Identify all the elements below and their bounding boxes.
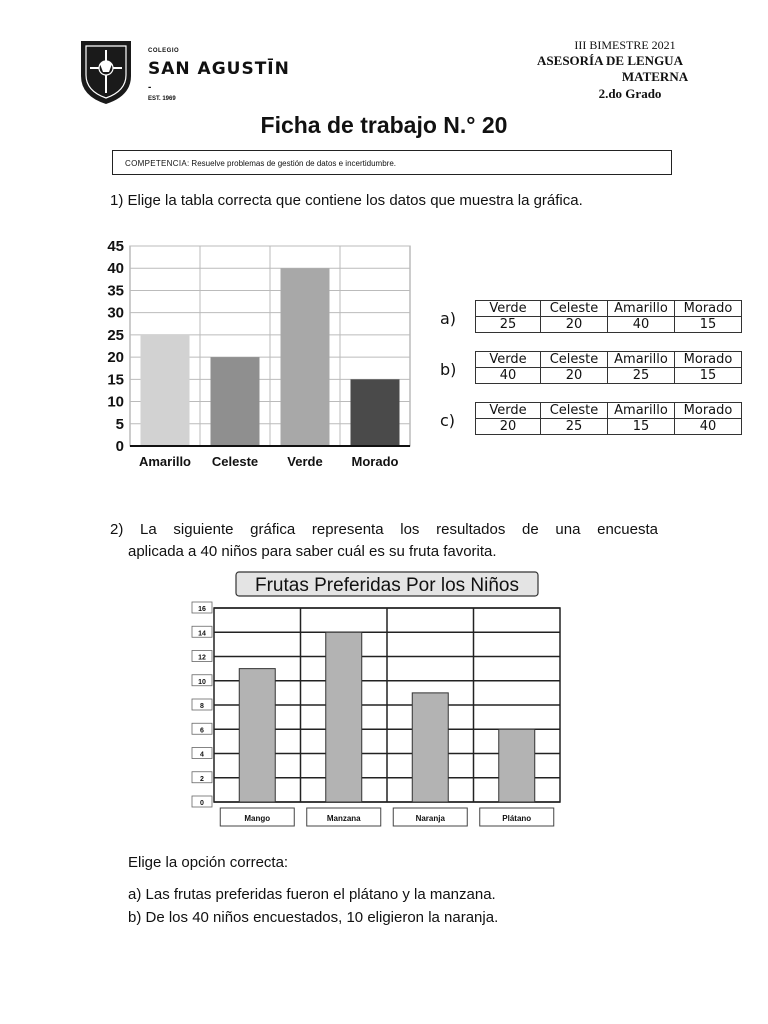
choose-prompt: Elige la opción correcta: bbox=[128, 854, 289, 871]
table-header-cell: Morado bbox=[675, 352, 742, 368]
colors-bar-chart bbox=[92, 236, 422, 476]
y-tick-label: 35 bbox=[107, 282, 124, 300]
y-tick-label: 0 bbox=[115, 438, 124, 455]
bar bbox=[412, 693, 448, 802]
chart-title: Frutas Preferidas Por los Niños bbox=[255, 575, 519, 596]
table-header-cell: Morado bbox=[675, 301, 742, 317]
table-cell: 25 bbox=[476, 317, 541, 333]
question-1-text: 1) Elige la tabla correcta que contiene los datos que muestra la gráfica. bbox=[110, 192, 583, 209]
competencia-label: COMPETENCIA bbox=[125, 159, 187, 168]
table-cell: 40 bbox=[608, 317, 675, 333]
table-header-cell: Amarillo bbox=[608, 352, 675, 368]
table-header-cell: Celeste bbox=[541, 352, 608, 368]
question-2-line-1: 2) La siguiente gráfica representa los resultados de una encuesta bbox=[110, 521, 658, 538]
x-tick-label: Morado bbox=[351, 454, 399, 469]
school-crest-logo bbox=[78, 38, 134, 106]
table-cell: 20 bbox=[476, 419, 541, 435]
school-established: EST. 1969 bbox=[148, 96, 176, 102]
table-cell: 15 bbox=[675, 317, 742, 333]
x-tick-label: Manzana bbox=[326, 814, 361, 823]
y-tick-label: 5 bbox=[115, 415, 124, 433]
y-tick-label: 10 bbox=[198, 678, 206, 686]
table-cell: 15 bbox=[675, 368, 742, 384]
table-cell: 40 bbox=[675, 419, 742, 435]
y-tick-label: 45 bbox=[107, 238, 124, 255]
y-tick-label: 30 bbox=[107, 304, 124, 322]
y-tick-label: 4 bbox=[200, 751, 204, 759]
bar bbox=[351, 379, 400, 446]
option-a-label: a) bbox=[440, 309, 457, 328]
table-header-cell: Verde bbox=[476, 403, 541, 419]
y-tick-label: 14 bbox=[198, 630, 206, 638]
y-tick-label: 20 bbox=[107, 349, 124, 367]
table-header-cell: Morado bbox=[675, 403, 742, 419]
x-tick-label: Amarillo bbox=[138, 454, 192, 469]
option-c-label: c) bbox=[440, 411, 456, 430]
table-row bbox=[476, 368, 742, 384]
x-tick-label: Plátano bbox=[502, 814, 532, 823]
table-header-row bbox=[476, 301, 742, 317]
option-a-table bbox=[475, 300, 742, 333]
y-tick-label: 8 bbox=[200, 703, 204, 710]
table-header-cell: Amarillo bbox=[608, 301, 675, 317]
table-cell: 25 bbox=[541, 419, 608, 435]
table-cell: 20 bbox=[541, 317, 608, 333]
x-tick-label: Mango bbox=[244, 814, 271, 823]
y-tick-label: 0 bbox=[200, 800, 204, 807]
bar bbox=[141, 335, 190, 446]
y-tick-label: 15 bbox=[107, 371, 124, 389]
x-tick-label: Naranja bbox=[415, 814, 445, 823]
bar bbox=[239, 669, 275, 802]
table-cell: 25 bbox=[608, 368, 675, 384]
table-header-cell: Celeste bbox=[541, 301, 608, 317]
y-tick-label: 16 bbox=[198, 606, 206, 613]
table-cell: 20 bbox=[541, 368, 608, 384]
table-cell: 15 bbox=[608, 419, 675, 435]
y-tick-label: 40 bbox=[107, 260, 124, 278]
school-dash: - bbox=[148, 82, 152, 93]
bar bbox=[211, 357, 260, 446]
area-line-2: MATERNA bbox=[621, 69, 689, 84]
bar bbox=[326, 632, 362, 802]
y-tick-label: 6 bbox=[200, 727, 204, 735]
y-tick-label: 25 bbox=[107, 326, 124, 344]
table-row bbox=[476, 317, 742, 333]
competencia-box bbox=[112, 150, 672, 175]
table-cell: 40 bbox=[476, 368, 541, 384]
table-header-cell: Celeste bbox=[541, 403, 608, 419]
table-row bbox=[476, 419, 742, 435]
bar bbox=[281, 268, 330, 446]
table-header-cell: Verde bbox=[476, 352, 541, 368]
x-tick-label: Celeste bbox=[211, 454, 259, 469]
y-tick-label: 12 bbox=[198, 654, 206, 662]
area-line-1: ASESORÍA DE LENGUA bbox=[537, 53, 683, 68]
y-tick-label: 2 bbox=[200, 775, 204, 783]
school-label-small: COLEGIO bbox=[148, 48, 180, 54]
option-c-table bbox=[475, 402, 742, 435]
x-tick-label: Verde bbox=[287, 454, 323, 469]
table-header-cell: Amarillo bbox=[608, 403, 675, 419]
worksheet-title: Ficha de trabajo N.° 20 bbox=[260, 112, 508, 138]
table-header-row bbox=[476, 403, 742, 419]
bimestre-label: III BIMESTRE 2021 bbox=[574, 38, 676, 52]
answer-option-b: b) De los 40 niños encuestados, 10 eligieron la naranja. bbox=[128, 909, 499, 926]
option-b-label: b) bbox=[440, 360, 457, 379]
y-tick-label: 10 bbox=[107, 393, 124, 411]
table-header-row bbox=[476, 352, 742, 368]
bar bbox=[499, 729, 535, 802]
competencia-text: : Resuelve problemas de gestión de datos e incertidumbre. bbox=[186, 159, 396, 168]
question-2-line-2: aplicada a 40 niños para saber cuál es su fruta favorita. bbox=[128, 543, 497, 560]
school-name: SAN AGUSTĪN bbox=[148, 59, 290, 79]
table-header-cell: Verde bbox=[476, 301, 541, 317]
option-b-table bbox=[475, 351, 742, 384]
fruits-bar-chart bbox=[186, 568, 566, 836]
answer-option-a: a) Las frutas preferidas fueron el plátano y la manzana. bbox=[128, 886, 496, 903]
grade-label: 2.do Grado bbox=[598, 86, 662, 101]
